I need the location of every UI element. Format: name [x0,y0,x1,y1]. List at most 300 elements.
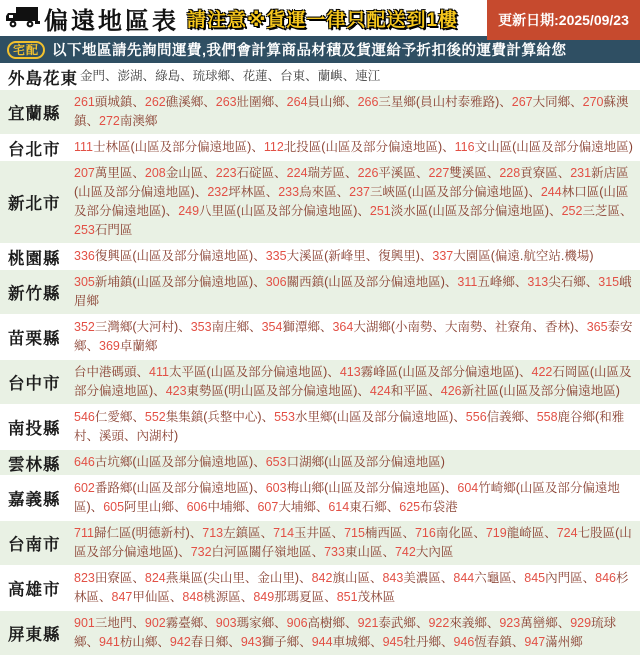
area-name: 六龜區 [474,571,512,585]
area-name: 澎湖 [117,69,143,83]
separator: 、 [345,616,358,630]
area-postal-code: 352 [74,320,95,334]
area-name: 烏來區 [299,185,337,199]
area-name: 大湖鄉(小南勢、大南勢、社寮角、香林) [353,320,575,334]
area-postal-code: 423 [165,384,187,398]
area-postal-code: 614 [328,500,350,514]
area-name: 大內區 [415,545,454,559]
area-name: 泰武鄉 [378,616,416,630]
separator: 、 [442,140,455,154]
area-postal-code: 646 [74,455,95,469]
area-postal-code: 942 [169,635,191,649]
area-postal-code: 313 [527,275,549,289]
area-postal-code: 224 [286,166,308,180]
area-list [72,450,640,475]
area-name: 萬里區 [94,166,133,180]
area-name: 南庄鄉 [211,320,250,334]
area-list [72,135,640,160]
area-name: 峨眉鄉 [74,275,632,308]
area-name: 鹿谷鄉(和雅村、溪頭、內湖村) [74,410,625,443]
area-name: 旗山區 [332,571,370,585]
truck-icon [6,5,40,34]
area-postal-code: 311 [457,275,478,289]
area-name: 高樹鄉 [307,616,346,630]
area-postal-code: 849 [253,590,275,604]
area-postal-code: 724 [556,526,578,540]
area-postal-code: 228 [499,166,521,180]
table-row [0,610,640,655]
area-list [78,64,640,89]
area-postal-code: 944 [311,635,333,649]
area-postal-code: 923 [499,616,521,630]
area-postal-code: 847 [111,590,133,604]
region-label: 苗栗縣 [8,330,61,348]
separator: 、 [132,571,145,585]
area-postal-code: 719 [485,526,507,540]
area-name: 牡丹鄉 [403,635,441,649]
region-label: 雲林縣 [8,455,61,474]
area-postal-code: 906 [286,616,308,630]
separator: 、 [511,635,525,649]
area-name: 北投區(山區及部分偏遠地區) [283,140,443,154]
area-name: 金山區 [165,166,204,180]
area-postal-code: 713 [202,526,224,540]
area-postal-code: 227 [428,166,450,180]
area-postal-code: 715 [344,526,365,540]
area-name: 泰安鄉 [74,320,633,353]
area-postal-code: 116 [454,140,475,154]
area-name: 尖石鄉 [548,275,586,289]
area-postal-code: 733 [324,545,345,559]
separator: 、 [557,616,571,630]
separator: 、 [90,500,104,514]
area-postal-code: 823 [74,571,95,585]
area-postal-code: 653 [265,455,287,469]
table-row [0,359,640,404]
area-postal-code: 848 [182,590,204,604]
separator: 、 [203,95,216,109]
area-postal-code: 742 [394,545,416,559]
separator: 、 [86,635,100,649]
area-postal-code: 261 [74,95,95,109]
separator: 、 [557,166,571,180]
area-name: 玉井區 [294,526,332,540]
area-postal-code: 252 [561,204,583,218]
area-postal-code: 844 [453,571,475,585]
area-name: 龍崎區 [506,526,545,540]
area-postal-code: 208 [144,166,166,180]
region-label: 屏東縣 [8,626,61,644]
area-postal-code: 921 [357,616,379,630]
area-postal-code: 364 [332,320,354,334]
table-row [0,63,640,89]
separator: 、 [514,275,528,289]
separator: 、 [342,69,356,83]
region-label: 桃園縣 [8,249,61,268]
area-name: 坪林區 [228,185,266,199]
area-postal-code: 369 [99,339,120,353]
region-label: 南投縣 [8,420,61,438]
area-name: 大埔鄉 [278,500,316,514]
separator: 、 [240,590,254,604]
area-name: 竹崎鄉(山區及部分偏遠地區) [74,481,620,514]
area-name: 員山鄉 [307,95,346,109]
area-name: 三峽區(山區及部分偏遠地區) [369,185,529,199]
separator: 、 [274,95,287,109]
area-postal-code: 625 [399,500,421,514]
area-postal-code: 426 [440,384,462,398]
separator: 、 [178,545,191,559]
area-name: 梅山鄉(山區及部分偏遠地區) [286,481,445,495]
area-name: 東勢區(明山區及部分偏遠地區) [186,384,358,398]
area-postal-code: 845 [524,571,546,585]
area-postal-code: 941 [99,635,120,649]
area-name: 滿州鄉 [545,635,583,649]
area-name: 五峰鄉 [477,275,515,289]
area-name: 萬巒鄉 [520,616,558,630]
separator: 、 [132,166,145,180]
home-delivery-badge: 宅配 [7,41,45,59]
separator: 、 [228,635,241,649]
header [0,0,640,36]
area-name: 蘭嶼 [317,69,343,83]
region-label: 高雄市 [8,581,61,599]
separator: 、 [253,455,266,469]
separator: 、 [324,590,337,604]
table-row [0,565,640,610]
area-name: 左鎮區 [223,526,261,540]
area-name: 新社區(山區及部分偏遠地區) [461,384,620,398]
area-postal-code: 305 [74,275,95,289]
area-name: 古坑鄉(山區及部分偏遠地區) [94,455,254,469]
separator: 、 [132,410,145,424]
region-label: 新竹縣 [8,285,61,303]
area-postal-code: 337 [432,249,454,263]
area-list [72,315,640,359]
area-postal-code: 262 [144,95,166,109]
area-name: 琉球鄉 [192,69,231,83]
separator: 、 [473,526,486,540]
area-name: 桃源區 [203,590,241,604]
table-row [0,134,640,160]
area-postal-code: 716 [414,526,436,540]
separator: 、 [169,590,183,604]
area-name: 車城鄉 [332,635,371,649]
area-postal-code: 251 [369,204,391,218]
separator: 、 [136,365,150,379]
area-name: 連江 [355,69,381,83]
area-postal-code: 846 [595,571,617,585]
area-postal-code: 264 [286,95,308,109]
table-row [0,404,640,449]
area-postal-code: 424 [369,384,391,398]
area-name: 平溪區 [378,166,416,180]
separator: 、 [327,365,340,379]
area-name: 太平區(山區及部分偏遠地區) [168,365,328,379]
area-name: 白河區關仔嶺地區 [211,545,312,559]
region-label: 台北市 [8,140,61,159]
area-name: 八里區(山區及部分偏遠地區) [199,204,358,218]
separator: 、 [444,275,458,289]
area-name: 霧峰區(山區及部分偏遠地區) [360,365,519,379]
area-postal-code: 411 [149,365,169,379]
area-list [72,90,640,134]
area-list [72,611,640,655]
area-name: 台東 [280,69,306,83]
separator: 、 [180,69,193,83]
separator: 、 [299,635,312,649]
area-postal-code: 604 [457,481,479,495]
separator: 、 [253,249,266,263]
separator: 、 [528,185,541,199]
separator: 、 [189,526,203,540]
area-name: 琉球鄉 [74,616,617,649]
separator: 、 [570,95,583,109]
separator: 、 [157,635,170,649]
area-postal-code: 267 [511,95,533,109]
area-name: 春日鄉 [190,635,229,649]
area-name: 田寮區 [94,571,133,585]
region-label: 台中市 [8,375,61,393]
area-name: 花蓮 [242,69,268,83]
separator: 、 [132,616,145,630]
area-postal-code: 732 [190,545,212,559]
separator: 、 [444,481,458,495]
area-name: 東石鄉 [349,500,387,514]
separator: 、 [99,590,112,604]
separator: 、 [249,320,262,334]
separator: 、 [415,166,429,180]
area-postal-code: 353 [190,320,212,334]
separator: 、 [582,571,596,585]
area-name: 楠西區 [364,526,403,540]
area-name: 番路鄉(山區及部分偏遠地區) [94,481,254,495]
area-list [72,161,640,243]
area-postal-code: 226 [357,166,379,180]
area-postal-code: 556 [465,410,487,424]
area-postal-code: 315 [598,275,620,289]
area-name: 獅子鄉 [261,635,300,649]
area-name: 石岡區(山區及部分偏遠地區) [74,365,632,398]
area-postal-code: 605 [103,500,125,514]
area-postal-code: 901 [74,616,95,630]
table-row [0,160,640,243]
area-name: 林口區(山區及部分偏遠地區) [74,185,629,218]
banner-text: 以下地區請先詢問運費,我們會計算商品材積及貨運給予折扣後的運費計算給您 [52,43,567,59]
area-name: 關西鎮(山區及部分偏遠地區) [286,275,445,289]
separator: 、 [203,616,216,630]
separator: 、 [267,69,281,83]
region-label: 新北市 [8,195,61,213]
area-name: 集集鎮(兵整中心) [165,410,262,424]
area-postal-code: 602 [74,481,95,495]
header-warning-text: 請注意※貨運一律只配送到1樓 [187,9,459,31]
separator: 、 [331,526,345,540]
table-row [0,243,640,269]
area-postal-code: 851 [336,590,358,604]
area-name: 口湖鄉(山區及部分偏遠地區) [286,455,445,469]
area-name: 復興區(山區及部分偏遠地區) [94,249,254,263]
area-list [72,360,640,404]
region-label: 台南市 [8,536,61,554]
separator: 、 [244,500,258,514]
separator: 、 [499,95,512,109]
area-name: 仁愛鄉 [94,410,133,424]
area-name: 南化區 [435,526,474,540]
separator: 、 [574,320,587,334]
separator: 、 [132,95,145,109]
area-postal-code: 546 [74,410,95,424]
area-postal-code: 943 [240,635,262,649]
area-name: 獅潭鄉 [282,320,320,334]
area-name: 水里鄉(山區及部分偏遠地區) [294,410,454,424]
separator: 、 [336,185,350,199]
area-postal-code: 413 [339,365,361,379]
area-postal-code: 902 [144,616,166,630]
area-postal-code: 207 [74,166,95,180]
separator: 、 [524,410,537,424]
area-name: 那瑪夏區 [274,590,325,604]
area-list [72,244,640,269]
area-postal-code: 237 [349,185,370,199]
area-postal-code: 354 [261,320,283,334]
area-postal-code: 947 [524,635,546,649]
area-name: 三星鄉(員山村泰雅路) [378,95,500,109]
area-name: 美濃區 [403,571,441,585]
area-list [72,405,640,449]
table-row [0,449,640,475]
separator: 、 [382,545,395,559]
separator: 、 [519,365,532,379]
separator: 、 [511,571,525,585]
separator: 、 [253,275,266,289]
region-label: 外島花東 [8,69,78,88]
area-name: 信義鄉 [486,410,525,424]
area-list [72,270,640,314]
area-name: 杉林區 [74,571,629,604]
table-row [0,314,640,359]
area-postal-code: 365 [586,320,608,334]
area-postal-code: 223 [215,166,237,180]
area-name: 阿里山鄉 [124,500,175,514]
area-postal-code: 422 [531,365,553,379]
area-postal-code: 266 [357,95,379,109]
separator: 、 [369,571,383,585]
area-postal-code: 253 [74,223,95,237]
table-row [0,520,640,565]
separator: 、 [274,166,287,180]
area-postal-code: 270 [582,95,604,109]
separator: 、 [370,635,383,649]
region-label: 嘉義縣 [8,491,61,509]
separator: 、 [345,166,358,180]
area-postal-code: 112 [263,140,284,154]
separator: 、 [260,526,274,540]
separator: 、 [253,481,266,495]
separator: 、 [415,616,429,630]
area-postal-code: 929 [570,616,592,630]
area-name: 三地門 [94,616,133,630]
area-name: 頭城鎮 [94,95,133,109]
area-postal-code: 244 [540,185,562,199]
area-postal-code: 233 [278,185,300,199]
area-postal-code: 946 [453,635,475,649]
area-name: 南澳鄉 [119,114,158,128]
area-name: 歸仁區(明德新村) [93,526,190,540]
area-name: 台中港碼頭 [74,365,137,379]
area-name: 內門區 [545,571,583,585]
area-postal-code: 607 [257,500,279,514]
area-name: 茂林區 [357,590,396,604]
area-name: 中埔鄉 [207,500,245,514]
separator: 、 [203,166,216,180]
area-name: 壯圍鄉 [236,95,275,109]
separator: 、 [178,320,191,334]
area-postal-code: 552 [144,410,166,424]
area-name: 石碇區 [236,166,275,180]
area-name: 卓蘭鄉 [119,339,158,353]
separator: 、 [299,571,312,585]
separator: 、 [544,526,557,540]
area-postal-code: 903 [215,616,237,630]
separator: 、 [357,384,370,398]
separator: 、 [142,69,156,83]
area-list [72,476,640,520]
table-row [0,269,640,314]
area-name: 七股區(山區及部分偏遠地區) [74,526,632,559]
area-name: 大園區(偏遠.航空站.機場) [453,249,594,263]
area-list [72,521,640,565]
separator: 、 [428,384,441,398]
area-name: 燕巢區(尖山里、金山里) [165,571,300,585]
separator: 、 [315,500,329,514]
separator: 、 [274,616,287,630]
separator: 、 [386,500,400,514]
separator: 、 [174,500,187,514]
area-name: 霧臺鄉 [165,616,204,630]
area-postal-code: 335 [265,249,287,263]
separator: 、 [486,166,500,180]
area-postal-code: 603 [265,481,287,495]
area-name: 三灣鄉(大河村) [94,320,179,334]
separator: 、 [230,69,243,83]
area-list [72,566,640,610]
area-name: 來義鄉 [449,616,487,630]
area-name: 三芝區 [582,204,620,218]
area-name: 文山區(山區及部分偏遠地區) [474,140,633,154]
area-postal-code: 843 [382,571,404,585]
area-name: 大溪區(新峰里、復興里) [286,249,420,263]
separator: 、 [153,384,166,398]
separator: 、 [305,69,318,83]
area-postal-code: 558 [536,410,558,424]
area-name: 恆春鎮 [474,635,512,649]
area-postal-code: 232 [207,185,229,199]
area-name: 瑞芳區 [307,166,346,180]
area-name: 新埔鎮(山區及部分偏遠地區) [94,275,254,289]
separator: 、 [319,320,333,334]
separator: 、 [402,526,415,540]
area-name: 新店區(山區及部分偏遠地區) [74,166,629,199]
separator: 、 [105,69,118,83]
area-postal-code: 922 [428,616,450,630]
area-postal-code: 336 [74,249,95,263]
separator: 、 [619,204,633,218]
separator: 、 [194,185,208,199]
area-name: 礁溪鄉 [165,95,204,109]
area-name: 士林區(山區及部分偏遠地區) [93,140,252,154]
area-postal-code: 263 [215,95,237,109]
